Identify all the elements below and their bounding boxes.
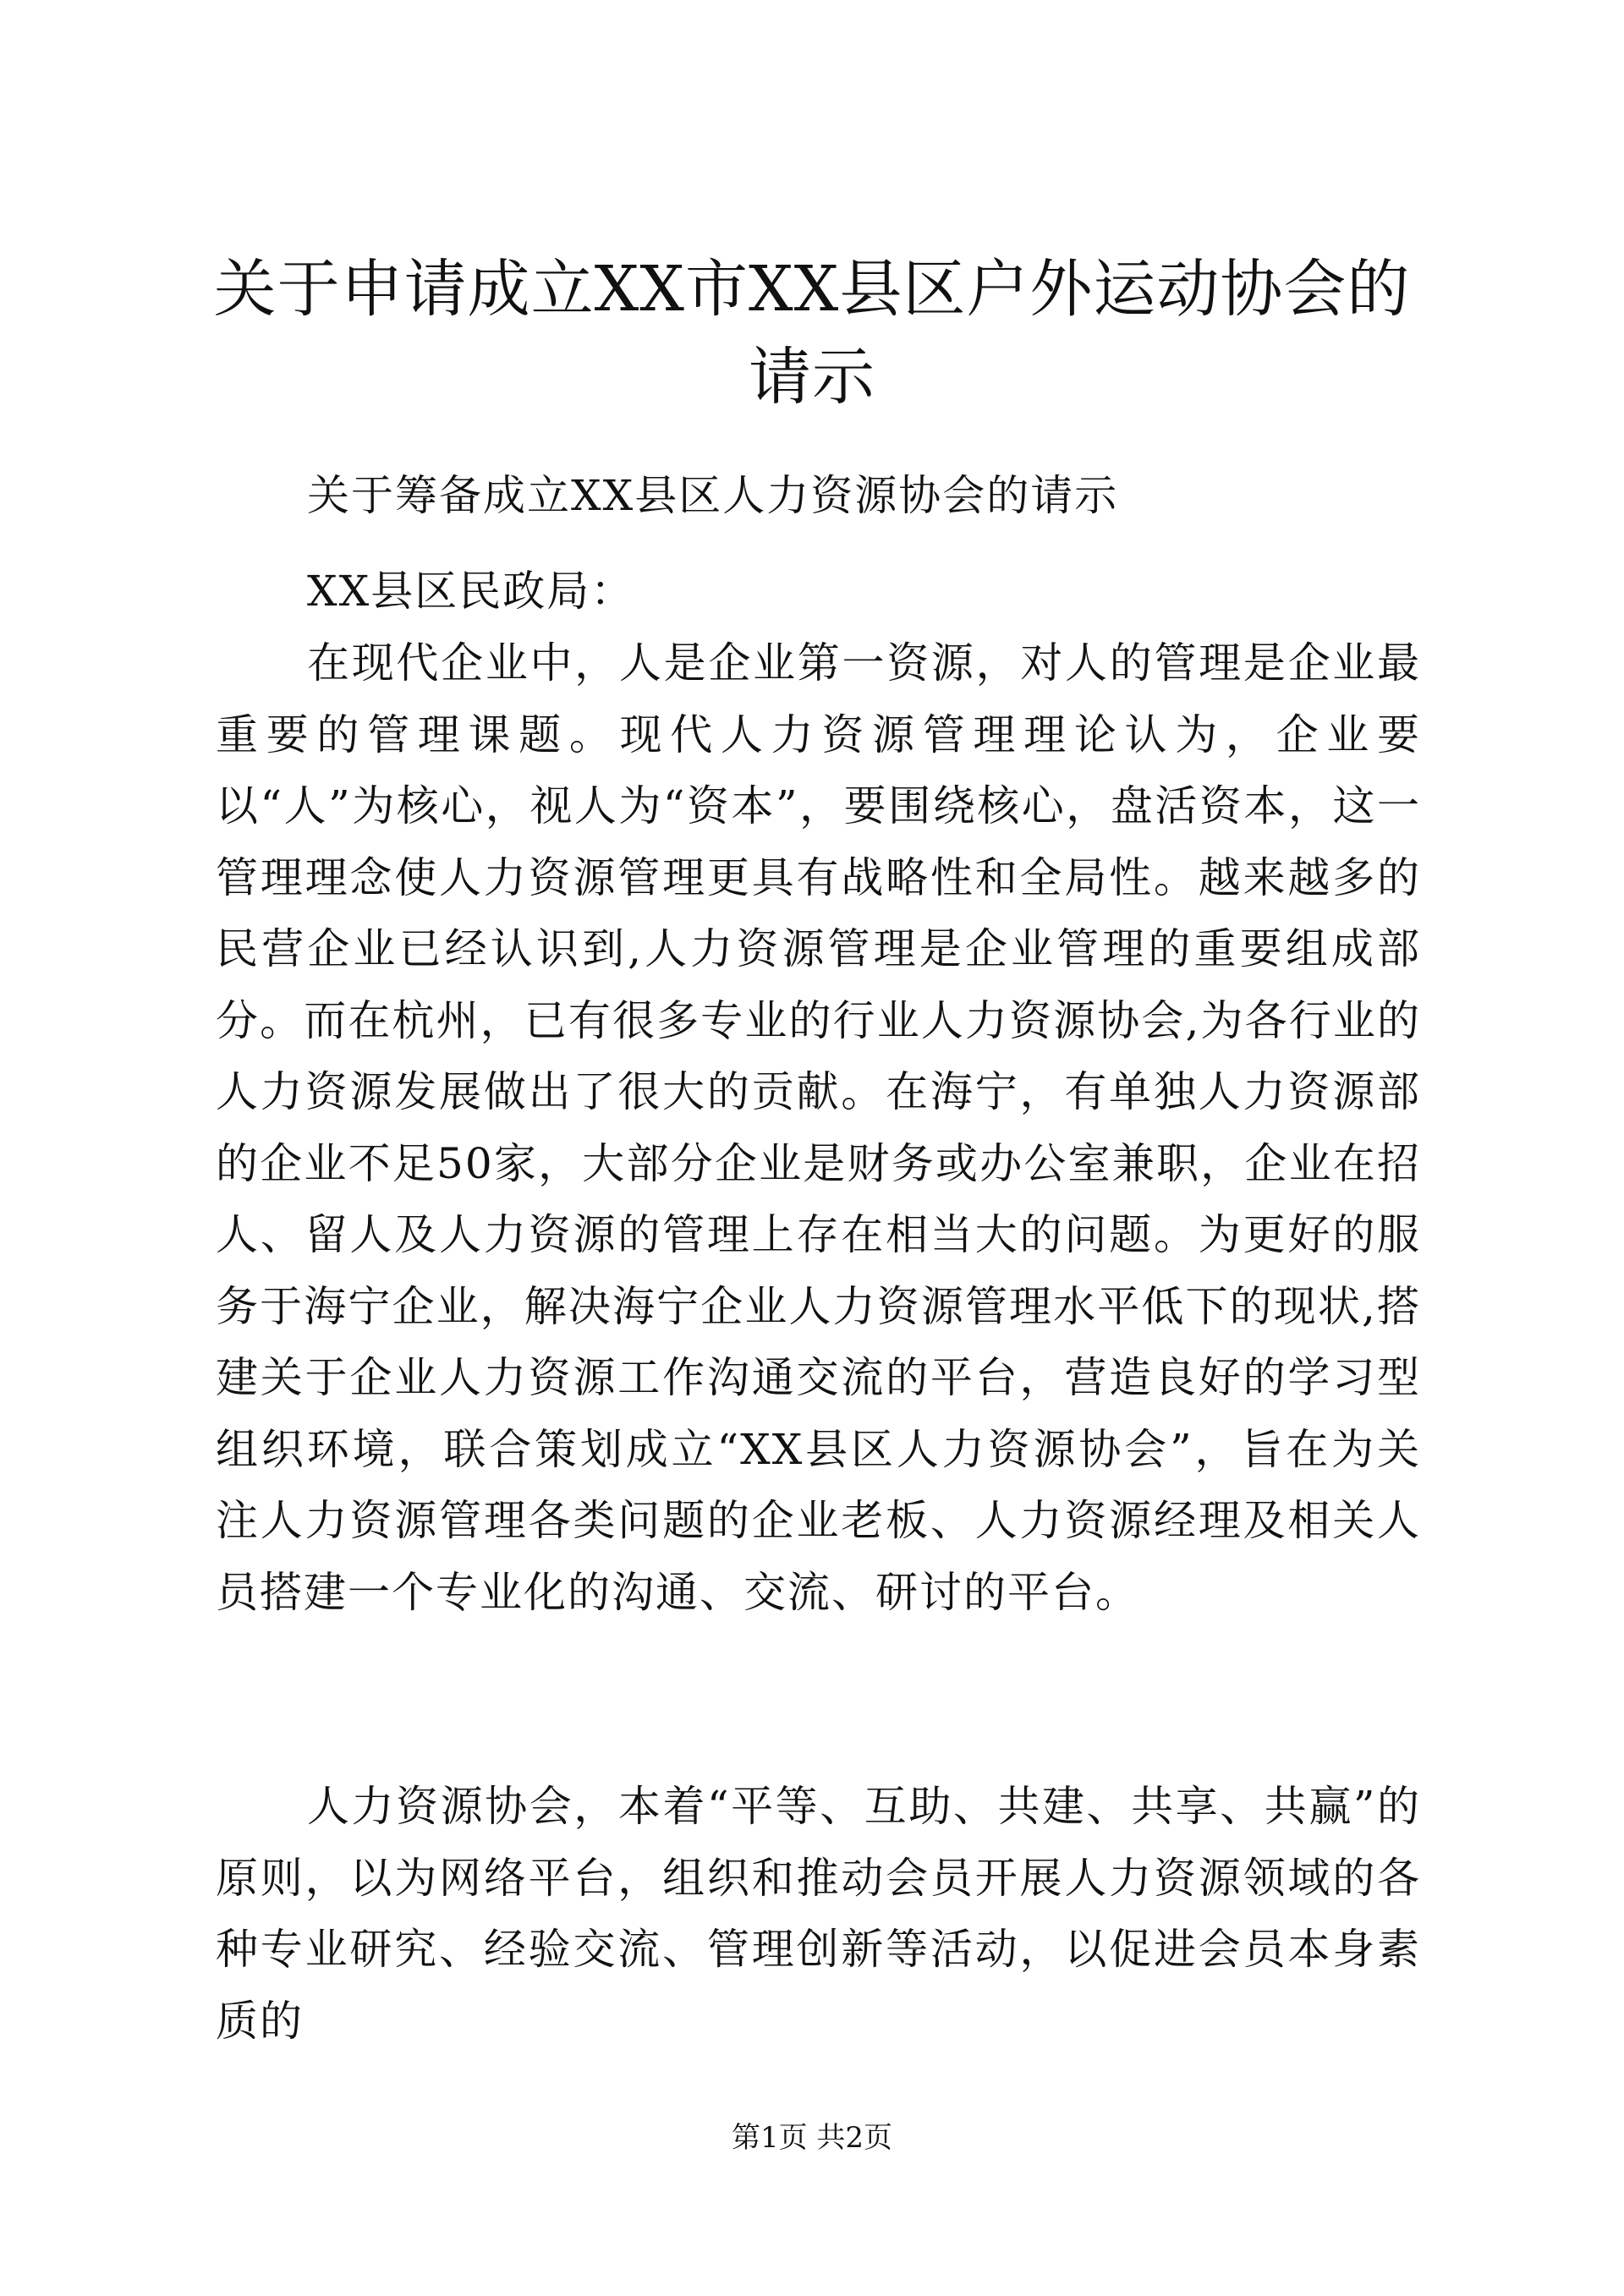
subject-line: 关于筹备成立XX县区人力资源协会的请示 [307, 471, 1119, 520]
addressee-line: XX县区民政局： [307, 567, 635, 616]
body-paragraph: 在现代企业中，人是企业第一资源，对人的管理是企业最重要的管理课题。现代人力资源管理理论认为，企业要以“人”为核心，视人为“资本”，要围绕核心，盘活资本，这一管理理念使人力资源管理更具有战略性和全局性。越来越多的民营企业已经认识到,人力资源管理是企业管理的重要组成部分。而在杭州，已有很多专业的行业人力资源协会,为各行业的人力资源发展做出了很大的贡献。在海宁，有单独人力资源部的企业不足50家，大部分企业是财务或办公室兼职，企业在招人、留人及人力资源的管理上存在相当大的问题。为更好的服务于海宁企业，解决海宁企业人力资源管理水平低下的现状,搭建关于企业人力资源工作沟通交流的平台，营造良好的学习型组织环境，联合策划成立“XX县区人力资源协会”，旨在为关注人力资源管理各类问题的企业老板、人力资源经理及相关人员搭建一个专业化的沟通、交流、研讨的平台。 [216, 638, 1421, 1617]
body-paragraph: 人力资源协会，本着“平等、互助、共建、共享、共赢”的原则，以为网络平台，组织和推动会员开展人力资源领域的各种专业研究、经验交流、管理创新等活动，以促进会员本身素质的 [216, 1782, 1421, 2046]
document-title: 关于申请成立XX市XX县区户外运动协会的请示 [213, 253, 1411, 414]
page-number-footer: 第1页 共2页 [731, 2121, 893, 2155]
